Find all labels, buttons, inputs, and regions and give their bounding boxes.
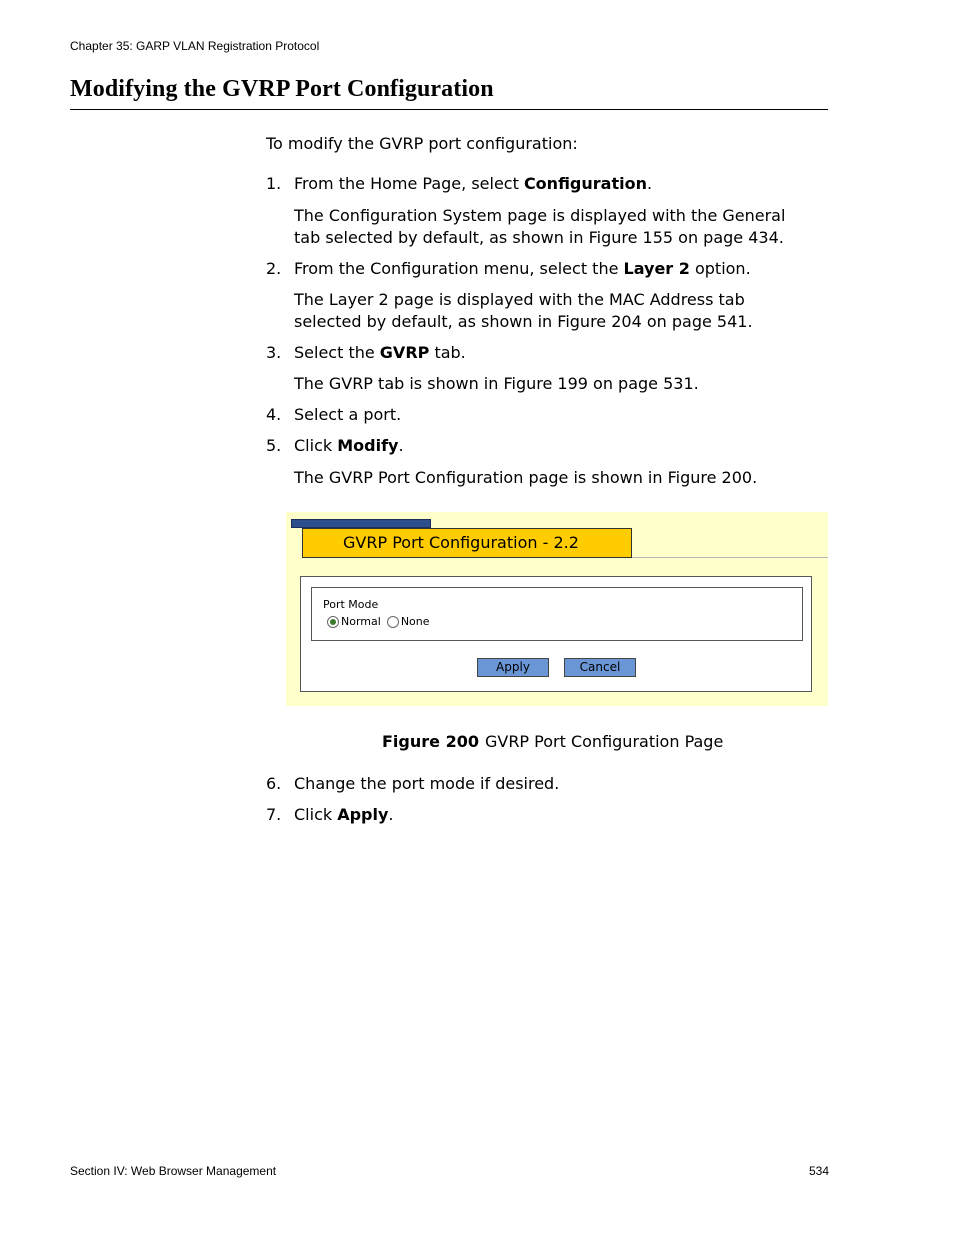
figure-screenshot (286, 512, 828, 706)
step-text: Click Apply. (294, 805, 394, 824)
running-footer: Section IV: Web Browser Management (70, 1164, 277, 1178)
radio-normal[interactable] (327, 616, 339, 628)
tab-gvrp-port-configuration[interactable]: GVRP Port Configuration - 2.2 (302, 528, 632, 558)
step-number: 5. (266, 436, 282, 455)
config-panel (300, 576, 812, 692)
port-mode-label: Port Mode (323, 598, 379, 611)
radio-none-label: None (400, 615, 430, 628)
title-rule (70, 109, 828, 110)
port-mode-group (311, 587, 803, 641)
step-number: 2. (266, 259, 282, 278)
tab-bar (291, 519, 431, 528)
step-text: Click Modify. (294, 436, 404, 455)
step-text: Change the port mode if desired. (294, 774, 560, 793)
radio-none[interactable] (387, 616, 399, 628)
caption-text: GVRP Port Configuration Page (484, 732, 724, 751)
caption-label: Figure 200 (382, 732, 479, 751)
step-2-result: The Layer 2 page is displayed with the MAC Address tab selected by default, as shown in Figure 204 on page 541. (294, 290, 753, 331)
running-header: Chapter 35: GARP VLAN Registration Protocol (70, 39, 320, 53)
intro-text: To modify the GVRP port configuration: (266, 134, 578, 153)
step-3-result: The GVRP tab is shown in Figure 199 on page 531. (294, 374, 699, 393)
step-number: 6. (266, 774, 282, 793)
step-number: 3. (266, 343, 282, 362)
apply-button[interactable]: Apply (477, 658, 549, 677)
step-text: Select a port. (294, 405, 402, 424)
step-text: From the Home Page, select Configuration. (294, 174, 653, 193)
page-number: 534 (809, 1164, 830, 1178)
step-1-result: The Configuration System page is displayed with the General tab selected by default, as shown in Figure 155 on page 434. (294, 206, 786, 247)
page-title: Modifying the GVRP Port Configuration (70, 76, 494, 102)
step-text: Select the GVRP tab. (294, 343, 466, 362)
figure-caption (382, 732, 723, 751)
step-number: 7. (266, 805, 282, 824)
tab-underline (632, 557, 828, 558)
step-number: 4. (266, 405, 282, 424)
step-text: From the Configuration menu, select the Layer 2 option. (294, 259, 751, 278)
radio-normal-label: Normal (341, 615, 381, 628)
step-number: 1. (266, 174, 282, 193)
port-mode-options (327, 615, 436, 628)
cancel-button[interactable]: Cancel (564, 658, 636, 677)
step-5-result: The GVRP Port Configuration page is shown in Figure 200. (294, 468, 758, 487)
